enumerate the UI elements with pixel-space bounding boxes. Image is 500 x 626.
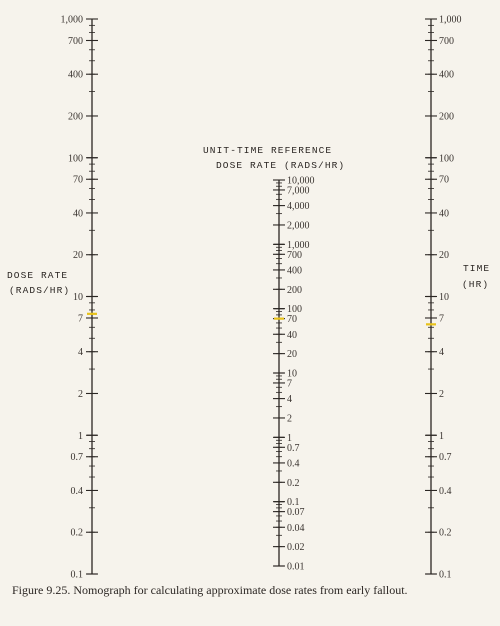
time-tick-label: 0.1	[439, 569, 452, 581]
reference-dose-rate-tick-label: 10,000	[287, 175, 315, 187]
time-tick-label: 4	[439, 347, 444, 359]
time-tick-label: 100	[439, 153, 454, 165]
time-tick-label: 7	[439, 313, 444, 325]
reference-dose-rate-tick-label: 7,000	[287, 185, 310, 197]
time-tick-label: 0.2	[439, 527, 452, 539]
time-tick-label: 2	[439, 388, 444, 400]
reference-dose-rate-tick-label: 0.2	[287, 477, 300, 489]
reference-dose-rate-tick-label: 20	[287, 349, 297, 361]
reference-title-line1: UNIT-TIME REFERENCE	[203, 145, 333, 156]
dose-rate-tick-label: 0.1	[70, 569, 83, 581]
time-tick-label: 10	[439, 292, 449, 303]
reference-dose-rate-tick-label: 0.07	[287, 507, 305, 519]
reference-dose-rate-tick-label: 0.01	[287, 561, 305, 573]
reference-dose-rate-tick-label: 2	[287, 413, 292, 425]
dose-rate-tick-label: 200	[68, 111, 83, 123]
reference-dose-rate-tick-label: 70	[287, 314, 297, 326]
reference-title-line2: DOSE RATE (RADS/HR)	[216, 160, 346, 171]
time-title-line2: (HR)	[462, 279, 490, 290]
time-tick-label: 0.4	[439, 485, 452, 497]
reference-dose-rate-tick-label: 4	[287, 394, 292, 406]
dose-rate-tick-label: 1,000	[60, 14, 83, 26]
reference-dose-rate-tick-label: 0.7	[287, 442, 300, 454]
dose-rate-tick-label: 7	[78, 313, 83, 325]
time-tick-label: 40	[439, 208, 449, 220]
reference-dose-rate-tick-label: 1	[287, 432, 292, 444]
reference-dose-rate-tick-label: 100	[287, 304, 302, 316]
dose-rate-tick-label: 0.2	[70, 527, 83, 539]
dose-rate-tick-label: 40	[73, 208, 83, 220]
dose-rate-tick-label: 70	[73, 174, 83, 186]
dose-rate-tick-label: 1	[78, 430, 83, 442]
dose-rate-tick-label: 4	[78, 347, 83, 359]
reference-dose-rate-tick-label: 0.02	[287, 542, 305, 554]
reference-dose-rate-tick-label: 4,000	[287, 201, 310, 213]
time-tick-label: 20	[439, 250, 449, 262]
dose-rate-tick-label: 10	[73, 292, 83, 303]
time-title-line1: TIME	[463, 263, 491, 274]
reference-dose-rate-tick-label: 10	[287, 368, 297, 380]
figure-caption: Figure 9.25. Nomograph for calculating approximate dose rates from early fallout.	[12, 583, 408, 597]
time-tick-label: 70	[439, 174, 449, 186]
reference-dose-rate-tick-label: 1,000	[287, 239, 310, 251]
dose-rate-tick-label: 100	[68, 153, 83, 165]
reference-dose-rate-tick-label: 0.1	[287, 497, 300, 509]
dose-rate-title-line1: DOSE RATE	[7, 270, 69, 281]
time-tick-label: 0.7	[439, 452, 452, 464]
reference-dose-rate-tick-label: 7	[287, 378, 292, 390]
time-tick-label: 400	[439, 69, 454, 81]
dose-rate-tick-label: 700	[68, 35, 83, 47]
dose-rate-tick-label: 20	[73, 250, 83, 262]
reference-dose-rate-tick-label: 2,000	[287, 220, 310, 232]
reference-dose-rate-tick-label: 700	[287, 249, 302, 261]
reference-dose-rate-tick-label: 200	[287, 284, 302, 296]
dose-rate-tick-label: 0.7	[70, 452, 83, 464]
time-tick-label: 1	[439, 430, 444, 442]
dose-rate-tick-label: 400	[68, 69, 83, 81]
dose-rate-tick-label: 2	[78, 388, 83, 400]
reference-dose-rate-tick-label: 0.4	[287, 458, 300, 470]
time-tick-label: 700	[439, 35, 454, 47]
dose-rate-tick-label: 0.4	[70, 485, 83, 497]
time-tick-label: 200	[439, 111, 454, 123]
reference-dose-rate-tick-label: 400	[287, 265, 302, 277]
time-tick-label: 1,000	[439, 14, 462, 26]
reference-dose-rate-tick-label: 40	[287, 329, 297, 341]
reference-dose-rate-tick-label: 0.04	[287, 522, 305, 534]
dose-rate-title-line2: (RADS/HR)	[9, 285, 71, 296]
